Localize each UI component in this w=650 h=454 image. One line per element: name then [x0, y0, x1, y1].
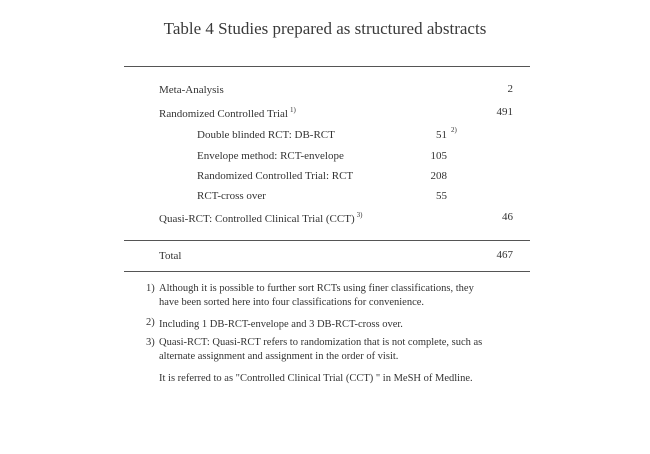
top-rule [124, 66, 530, 67]
footnote-text [159, 372, 473, 386]
footnote-line: It is referred to as "Controlled Clinical Trial (CCT) " in MeSH of Medline. [159, 373, 473, 384]
footnote-mark: 3) [146, 337, 155, 348]
footnote-ref: 1) [289, 106, 296, 114]
table-title: Table 4 Studies prepared as structured abstracts [163, 19, 487, 38]
footnote-text [159, 336, 482, 364]
footnote-text [159, 318, 403, 332]
table-subrow-label: RCT-cross over [197, 190, 266, 202]
table-subrow-label: Double blinded RCT: DB-RCT [197, 129, 335, 141]
total-rule [124, 240, 530, 241]
table-row-label: Randomized Controlled Trial [159, 108, 288, 120]
footnote-text [159, 282, 474, 310]
bottom-rule [124, 271, 530, 272]
footnote-line: have been sorted here into four classifications for convenience. [159, 297, 425, 308]
footnote-line: alternate assignment and assignment in the order of visit. [159, 351, 399, 362]
total-count: 467 [496, 249, 513, 261]
table-row-count: 491 [496, 106, 513, 118]
table-subrow-count: 105 [430, 150, 447, 162]
table-row-label: Meta-Analysis [159, 84, 224, 96]
table-row-count: 46 [502, 211, 513, 223]
total-label: Total [159, 250, 182, 262]
footnote-ref: 3) [356, 211, 363, 219]
table-row-label: Quasi-RCT: Controlled Clinical Trial (CCT) [159, 213, 355, 225]
table-row-count: 2 [507, 83, 513, 95]
table-subrow-count: 55 [436, 190, 447, 202]
table-row [159, 213, 362, 225]
footnote-line: Including 1 DB-RCT-envelope and 3 DB-RCT-cross over. [159, 319, 403, 330]
table-subrow-label: Envelope method: RCT-envelope [197, 150, 344, 162]
footnote-line: Although it is possible to further sort RCTs using finer classifications, they [159, 283, 474, 294]
footnote-mark: 1) [146, 283, 155, 294]
footnote-line: Quasi-RCT: Quasi-RCT refers to randomization that is not complete, such as [159, 337, 483, 348]
table-subrow-label: Randomized Controlled Trial: RCT [197, 170, 354, 182]
footnote-ref: 2) [451, 126, 457, 134]
footnote-mark: 2) [146, 317, 155, 328]
table-subrow-count: 208 [430, 170, 447, 182]
table-subrow-count: 51 [436, 129, 447, 141]
table-row [159, 108, 296, 120]
